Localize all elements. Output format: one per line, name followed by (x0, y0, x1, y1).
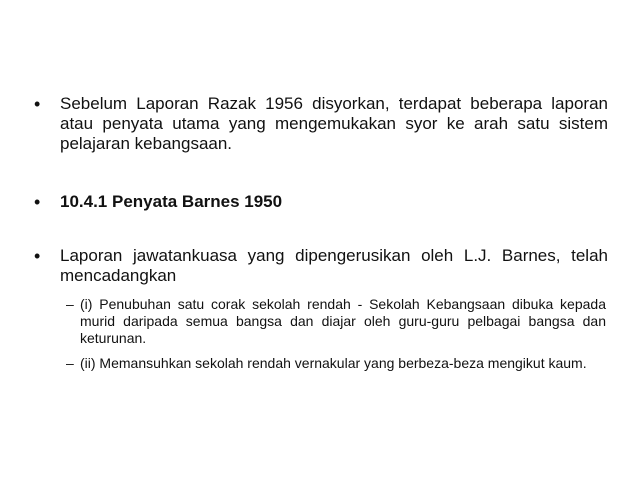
sub-bullet-marker: – (66, 355, 74, 371)
bullet-marker: • (34, 246, 41, 266)
bullet-item-2 (34, 192, 608, 212)
bullet-item-1 (34, 94, 608, 154)
sub-bullet-marker: – (66, 296, 74, 312)
section-heading: 10.4.1 Penyata Barnes 1950 (60, 192, 283, 211)
sub-bullet-item-2 (66, 355, 606, 372)
bullet-text: Laporan jawatankuasa yang dipengerusikan oleh L.J. Barnes, telah mencadangkan (60, 246, 608, 285)
bullet-marker: • (34, 192, 41, 212)
bullet-item-3 (34, 246, 608, 286)
bullet-marker: • (34, 94, 41, 114)
sub-bullet-item-1 (66, 296, 606, 347)
bullet-text: Sebelum Laporan Razak 1956 disyorkan, terdapat beberapa laporan atau penyata utama yang mengemukakan syor ke arah satu sistem pelajaran kebangsaan. (60, 94, 608, 153)
sub-bullet-text: (i) Penubuhan satu corak sekolah rendah - Sekolah Kebangsaan dibuka kepada murid daripada semua bangsa dan diajar oleh guru-guru pelbagai bangsa dan keturunan. (80, 296, 606, 346)
sub-bullet-text: (ii) Memansuhkan sekolah rendah vernakular yang berbeza-beza mengikut kaum. (80, 355, 587, 371)
